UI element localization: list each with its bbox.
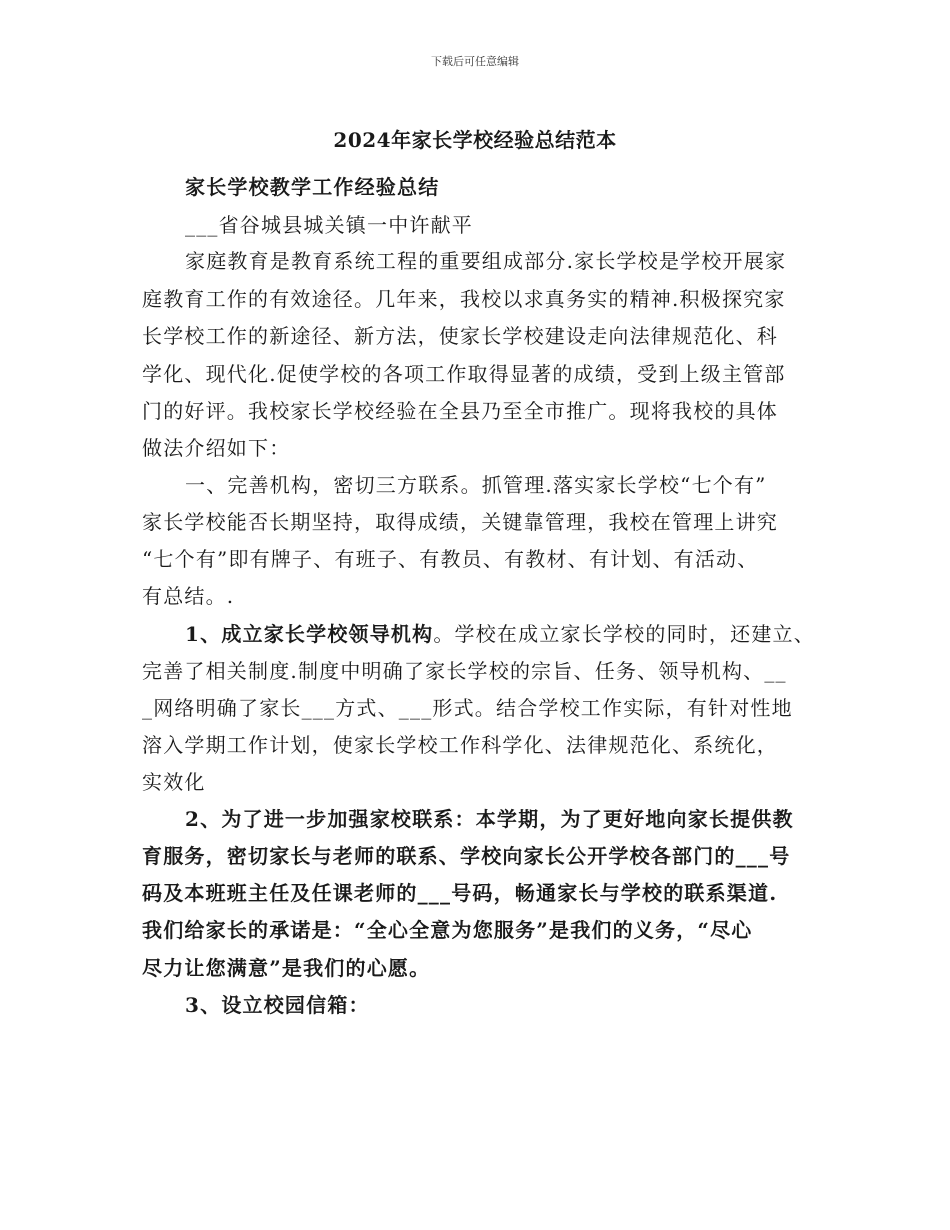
body-line: “七个有”即有牌子、有班子、有教员、有教材、有计划、有活动、 [142, 547, 759, 571]
inline-text: 。学校在成立家长学校的同时，还建立、 [433, 622, 815, 646]
body-line-bold: 2、为了进一步加强家校联系：本学期，为了更好地向家长提供教 [185, 807, 794, 831]
header-note: 下载后可任意编辑 [431, 55, 519, 68]
body-line: 庭教育工作的有效途径。几年来，我校以求真务实的精神.积极探究家 [142, 287, 786, 311]
body-line: 门的好评。我校家长学校经验在全县乃至全市推广。现将我校的具体 [142, 399, 778, 423]
body-line [185, 621, 815, 647]
body-line-bold: 3、设立校园信箱： [185, 993, 370, 1017]
section-heading: 家长学校教学工作经验总结 [185, 175, 440, 199]
document-title: 2024年家长学校经验总结范本 [333, 128, 617, 152]
body-line: 一、完善机构，密切三方联系。抓管理.落实家长学校“七个有” [185, 473, 767, 497]
body-line: 做法介绍如下： [142, 436, 291, 460]
body-line: 溶入学期工作计划，使家长学校工作科学化、法律规范化、系统化， [142, 733, 778, 757]
body-line: 家庭教育是教育系统工程的重要组成部分.家长学校是学校开展家 [185, 249, 787, 273]
body-line-bold: 我们给家长的承诺是：“全心全意为您服务”是我们的义务，“尽心 [142, 918, 753, 942]
body-line: _网络明确了家长___方式、___形式。结合学校工作实际，有针对性地 [142, 696, 793, 720]
body-line: 家长学校能否长期坚持，取得成绩，关键靠管理，我校在管理上讲究 [142, 510, 778, 534]
body-line: 完善了相关制度.制度中明确了家长学校的宗旨、任务、领导机构、__ [142, 659, 787, 683]
body-line: 长学校工作的新途径、新方法，使家长学校建设走向法律规范化、科 [142, 324, 778, 348]
body-line: 实效化 [142, 770, 206, 794]
author-line: ___省谷城县城关镇一中许献平 [185, 213, 473, 237]
body-line-bold: 育服务，密切家长与老师的联系、学校向家长公开学校各部门的___号 [142, 844, 791, 868]
body-line: 有总结。. [142, 584, 235, 608]
body-line-bold: 码及本班班主任及任课老师的___号码，畅通家长与学校的联系渠道. [142, 881, 778, 905]
body-line-bold: 尽力让您满意”是我们的心愿。 [142, 956, 431, 980]
inline-bold-heading: 1、成立家长学校领导机构 [185, 622, 434, 646]
body-line: 学化、现代化.促使学校的各项工作取得显著的成绩，受到上级主管部 [142, 362, 786, 386]
